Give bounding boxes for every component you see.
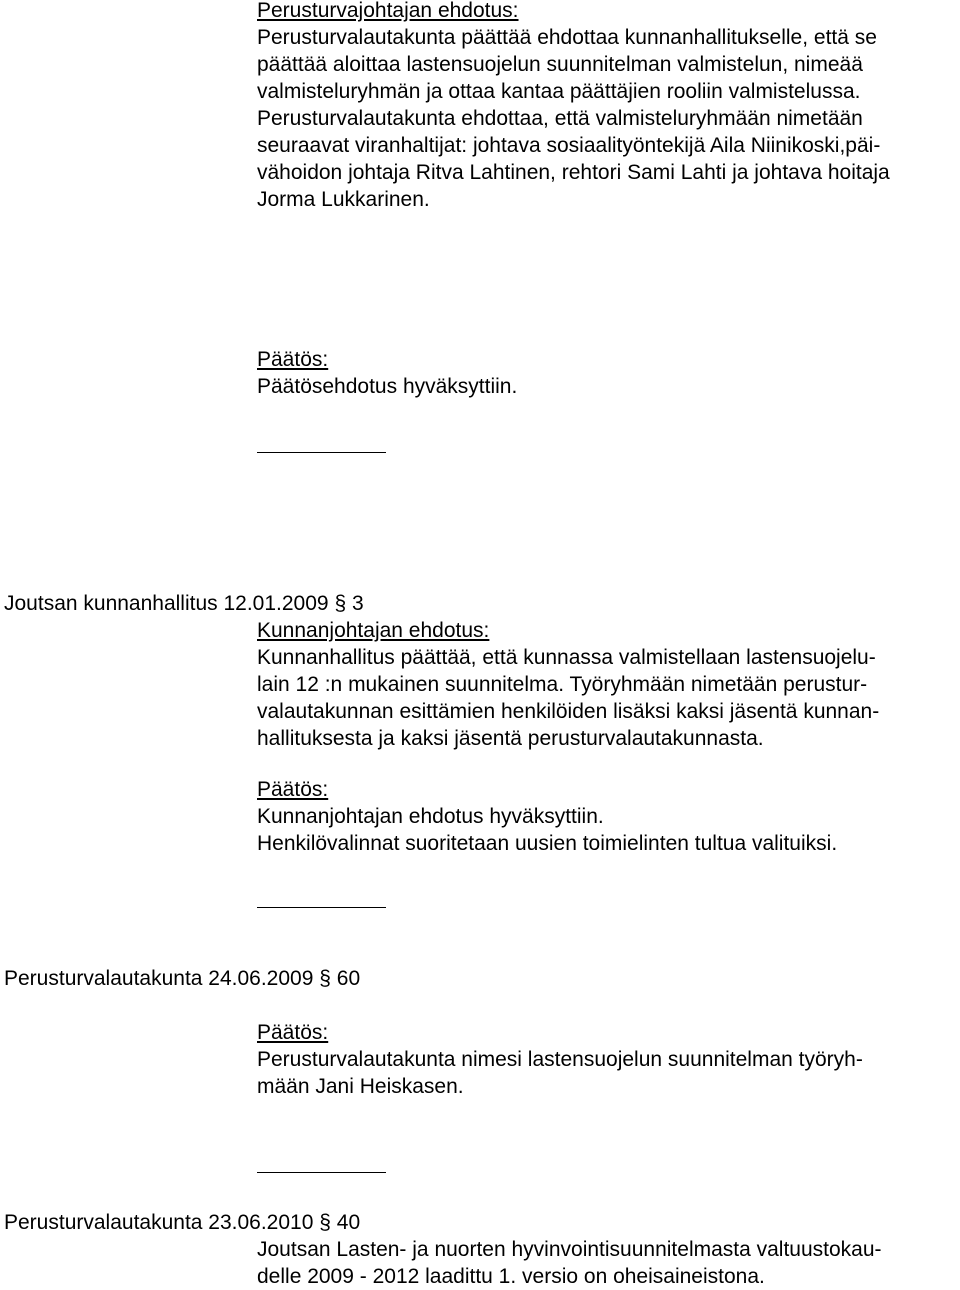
decision-line: Päätösehdotus hyväksyttiin.: [257, 375, 518, 398]
body-line: päättää aloittaa lastensuojelun suunnitelman valmistelun, nimeää: [257, 53, 863, 76]
body-line: Perusturvalautakunta päättää ehdottaa kunnanhallitukselle, että se: [257, 26, 877, 49]
body-line: Kunnanhallitus päättää, että kunnassa valmistellaan lastensuojelu-: [257, 646, 876, 669]
separator-rule: [257, 1172, 386, 1173]
body-line: lain 12 :n mukainen suunnitelma. Työryhmään nimetään perustur-: [257, 673, 868, 696]
body-line: valautakunnan esittämien henkilöiden lisäksi kaksi jäsentä kunnan-: [257, 700, 880, 723]
body-line: valmisteluryhmän ja ottaa kantaa päättäjien rooliin valmistelussa.: [257, 80, 861, 103]
body-line: Joutsan Lasten- ja nuorten hyvinvointisuunnitelmasta valtuustokau-: [257, 1238, 882, 1261]
separator-rule: [257, 907, 386, 908]
body-line: delle 2009 - 2012 laadittu 1. versio on oheisaineistona.: [257, 1265, 765, 1288]
section-number: 60: [336, 967, 361, 990]
decision-label: Päätös:: [257, 778, 329, 801]
body-line: vähoidon johtaja Ritva Lahtinen, rehtori Sami Lahti ja johtava hoitaja: [257, 161, 890, 184]
section-sign: §: [319, 967, 331, 990]
meeting-heading: [4, 590, 364, 617]
meeting-name: Perusturvalautakunta 23.06.2010: [4, 1211, 314, 1234]
decision-line: Kunnanjohtajan ehdotus hyväksyttiin.: [257, 805, 604, 828]
body-line: seuraavat viranhaltijat: johtava sosiaalityöntekijä Aila Niinikoski,päi-: [257, 134, 881, 157]
proposal-heading: Kunnanjohtajan ehdotus:: [257, 619, 490, 642]
decision-line: mään Jani Heiskasen.: [257, 1075, 464, 1098]
meeting-name: Perusturvalautakunta 24.06.2009: [4, 967, 314, 990]
decision-label: Päätös:: [257, 1021, 329, 1044]
decision-line: Perusturvalautakunta nimesi lastensuojelun suunnitelman työryh-: [257, 1048, 863, 1071]
meeting-name: Joutsan kunnanhallitus 12.01.2009: [4, 592, 329, 615]
section-sign: §: [319, 1211, 331, 1234]
body-line: hallituksesta ja kaksi jäsentä perusturvalautakunnasta.: [257, 727, 764, 750]
section-number: 40: [336, 1211, 361, 1234]
proposal-heading: Perusturvajohtajan ehdotus:: [257, 0, 519, 22]
section-sign: §: [334, 592, 347, 615]
decision-label: Päätös:: [257, 348, 329, 371]
meeting-heading: [4, 965, 360, 992]
decision-line: Henkilövalinnat suoritetaan uusien toimielinten tultua valituiksi.: [257, 832, 838, 855]
meeting-heading: [4, 1209, 360, 1236]
body-line: Perusturvalautakunta ehdottaa, että valmisteluryhmään nimetään: [257, 107, 863, 130]
body-line: Jorma Lukkarinen.: [257, 188, 430, 211]
separator-rule: [257, 452, 386, 453]
section-number: 3: [351, 592, 364, 615]
